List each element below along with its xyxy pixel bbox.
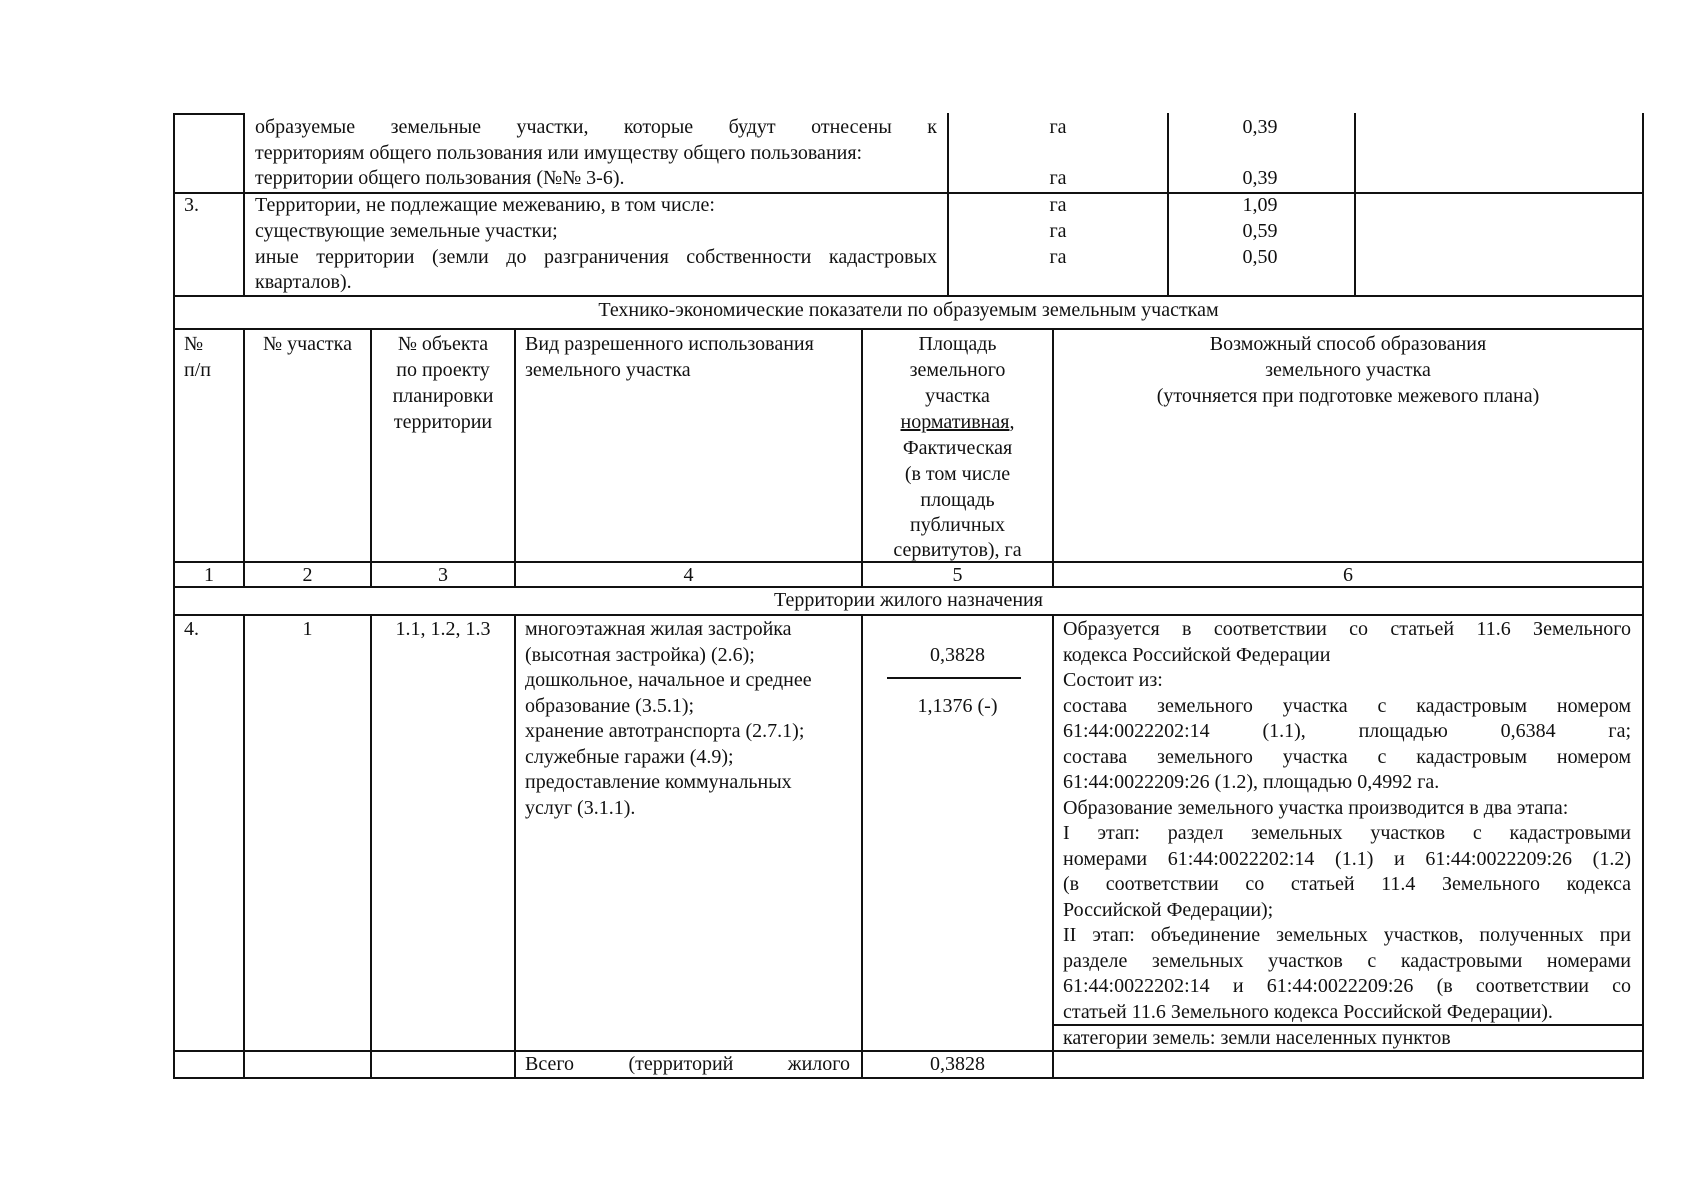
area-normative: 0,3828 xyxy=(930,644,985,666)
column-number: 4 xyxy=(683,564,694,586)
header-col5-line: сервитутов), га xyxy=(893,539,1022,561)
usage-line: предоставление коммунальных xyxy=(525,771,792,793)
method-line: 61:44:0022209:26 (1.2), площадью 0,4992 га. xyxy=(1063,771,1440,793)
rule xyxy=(514,614,516,1078)
method-line: II этап: объединение земельных участков, полученных при xyxy=(1063,924,1631,946)
row2-value2: 0,39 xyxy=(1242,167,1278,189)
rule xyxy=(173,328,1644,330)
header-col1-line: п/п xyxy=(184,359,211,381)
header-col5-line: земельного xyxy=(909,359,1006,381)
header-col5-line: площадь xyxy=(920,489,995,511)
row4-number: 4. xyxy=(184,618,199,640)
method-line: Состоит из: xyxy=(1063,669,1163,691)
row2-text-line2: территориям общего пользования или имуществу общего пользования: xyxy=(255,142,863,164)
area-fraction-line xyxy=(887,677,1021,679)
row3-unit3: га xyxy=(1049,246,1067,268)
usage-line: служебные гаражи (4.9); xyxy=(525,746,734,768)
rule xyxy=(514,328,516,587)
header-col4-line: земельного участка xyxy=(525,359,691,381)
usage-line: образование (3.5.1); xyxy=(525,695,695,717)
header-col5-line: участка xyxy=(925,385,990,407)
land-category: категории земель: земли населенных пунктов xyxy=(1063,1027,1451,1049)
subsection-title: Территории жилого назначения xyxy=(774,589,1043,611)
header-col3-line: территории xyxy=(393,411,493,433)
rule xyxy=(173,113,243,115)
rule xyxy=(861,614,863,1078)
header-col3-line: планировки xyxy=(392,385,494,407)
header-col3-line: по проекту xyxy=(396,359,490,381)
row3-text-line2: существующие земельные участки; xyxy=(255,220,558,242)
header-col5-line: Фактическая xyxy=(902,437,1013,459)
header-col5-line: (в том числе xyxy=(904,463,1011,485)
row4-objects: 1.1, 1.2, 1.3 xyxy=(395,618,491,640)
normative-label: нормативная xyxy=(900,411,1010,433)
column-number: 3 xyxy=(438,564,448,586)
method-line: 61:44:0022202:14 (1.1), площадью 0,6384 га; xyxy=(1063,720,1631,742)
method-line: Российской Федерации); xyxy=(1063,899,1274,921)
method-line: Образуется в соответствии со статьей 11.6 Земельного xyxy=(1063,618,1631,640)
header-col5-line: публичных xyxy=(910,514,1005,536)
rule xyxy=(173,295,1644,297)
rule xyxy=(1354,113,1356,295)
column-number: 6 xyxy=(1343,564,1353,586)
normative-comma: , xyxy=(1009,411,1015,433)
rule xyxy=(1167,113,1169,295)
row3-text-line1: Территории, не подлежащие межеванию, в том числе: xyxy=(255,194,715,216)
header-col6-line: Возможный способ образования xyxy=(1209,333,1487,355)
method-line: состава земельного участка с кадастровым номером xyxy=(1063,746,1631,768)
rule xyxy=(1052,614,1054,1078)
row2-text-line3: территории общего пользования (№№ 3-6). xyxy=(255,167,625,189)
header-col3-line: № объекта xyxy=(397,333,489,355)
column-number: 1 xyxy=(204,564,214,586)
header-col2: № участка xyxy=(263,333,352,355)
row2-unit1: га xyxy=(1049,116,1067,138)
total-label: Всего (территорий жилого xyxy=(525,1053,850,1075)
rule xyxy=(243,614,245,1078)
rule xyxy=(1642,113,1644,1078)
header-col5-line: Площадь xyxy=(918,333,997,355)
row3-value3: 0,50 xyxy=(1242,246,1278,268)
section-title: Технико-экономические показатели по образуемым земельным участкам xyxy=(598,299,1219,321)
method-line: кодекса Российской Федерации xyxy=(1063,644,1331,666)
method-line: 61:44:0022202:14 и 61:44:0022209:26 (в соответствии со xyxy=(1063,975,1631,997)
row2-value1: 0,39 xyxy=(1242,116,1278,138)
method-line: номерами 61:44:0022202:14 (1.1) и 61:44:0022209:26 (1.2) xyxy=(1063,848,1631,870)
method-line: разделе земельных участков с кадастровыми номерами xyxy=(1063,950,1631,972)
rule xyxy=(243,328,245,587)
usage-line: хранение автотранспорта (2.7.1); xyxy=(525,720,805,742)
rule xyxy=(947,113,949,295)
total-value: 0,3828 xyxy=(930,1053,985,1075)
area-actual: 1,1376 (-) xyxy=(917,695,998,717)
header-col6-line: земельного участка xyxy=(1265,359,1431,381)
row2-text-line1: образуемые земельные участки, которые будут отнесены к xyxy=(255,116,937,138)
usage-line: многоэтажная жилая застройка xyxy=(525,618,792,640)
row3-unit1: га xyxy=(1049,194,1067,216)
usage-line: услуг (3.1.1). xyxy=(525,797,636,819)
row3-number: 3. xyxy=(184,194,199,216)
rule xyxy=(173,614,1644,616)
row3-unit2: га xyxy=(1049,220,1067,242)
header-col4-line: Вид разрешенного использования xyxy=(525,333,814,355)
row4-plot: 1 xyxy=(302,618,313,640)
usage-line: дошкольное, начальное и среднее xyxy=(525,669,812,691)
method-line: Образование земельного участка производится в два этапа: xyxy=(1063,797,1569,819)
row2-unit2: га xyxy=(1049,167,1067,189)
method-line: состава земельного участка с кадастровым номером xyxy=(1063,695,1631,717)
row3-value1: 1,09 xyxy=(1242,194,1278,216)
method-line: (в соответствии со статьей 11.4 Земельного кодекса xyxy=(1063,873,1631,895)
row3-value2: 0,59 xyxy=(1242,220,1278,242)
header-col6-line: (уточняется при подготовке межевого плана) xyxy=(1156,385,1540,407)
row3-text-line3: иные территории (земли до разграничения собственности кадастровых xyxy=(255,246,937,268)
row3-text-line4: кварталов). xyxy=(255,271,352,293)
method-line: I этап: раздел земельных участков с кадастровыми xyxy=(1063,822,1631,844)
header-col1-line: № xyxy=(184,333,204,355)
rule xyxy=(370,614,372,1078)
column-number: 5 xyxy=(952,564,963,586)
column-number: 2 xyxy=(302,564,313,586)
usage-line: (высотная застройка) (2.6); xyxy=(525,644,755,666)
method-line: статьей 11.6 Земельного кодекса Российской Федерации). xyxy=(1063,1001,1553,1023)
header-col5-normative xyxy=(863,410,1052,436)
rule xyxy=(243,113,245,295)
